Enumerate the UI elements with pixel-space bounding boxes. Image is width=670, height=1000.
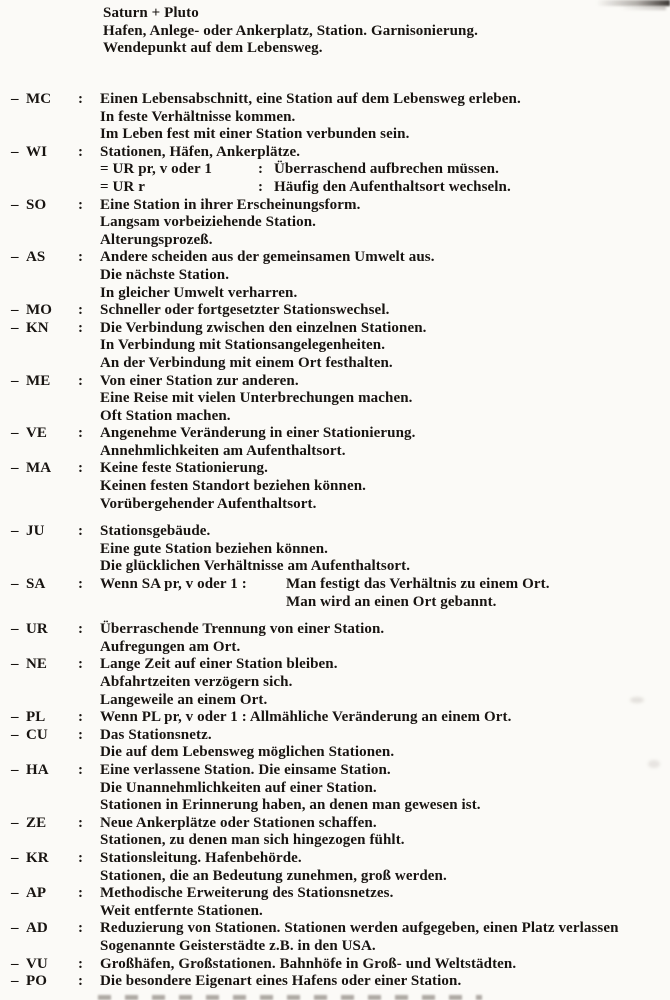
entry-ha: [0, 762, 670, 815]
entry-colon: :: [78, 425, 84, 442]
entry-line: In gleicher Umwelt verharren.: [100, 284, 298, 301]
entry-line: In feste Verhältnisse kommen.: [100, 108, 296, 125]
entry-colon: :: [78, 726, 84, 743]
entry-dash: –: [11, 955, 19, 972]
entry-as: [0, 249, 670, 302]
entry-line: Die glücklichen Verhältnisse am Aufenthaltsort.: [100, 558, 411, 575]
entry-key: KN: [26, 319, 49, 336]
entry-line: Von einer Station zur anderen.: [100, 372, 299, 389]
entry-dash: –: [11, 425, 19, 442]
entry-dash: –: [11, 319, 19, 336]
entry-dash: –: [11, 814, 19, 831]
entry-lines: [100, 425, 670, 460]
condition-colon: :: [258, 178, 264, 195]
entry-dash: –: [11, 91, 19, 107]
entry-line: Abfahrtzeiten verzögern sich.: [100, 674, 293, 690]
entry-line: Aufregungen am Ort.: [100, 638, 241, 655]
entry-line: Methodische Erweiterung des Stationsnetzes.: [100, 885, 394, 902]
entry-line: Stationen, zu denen man sich hingezogen fühlt.: [100, 832, 405, 849]
entry-colon: :: [78, 143, 84, 160]
entry-line: Oft Station machen.: [100, 407, 231, 424]
entry-key: UR: [26, 621, 48, 638]
entry-line: Neue Ankerplätze oder Stationen schaffen.: [100, 814, 377, 831]
entry-line: = UR r : Häufig den Aufenthaltsort wechseln.: [100, 178, 511, 195]
entry-line: Im Leben fest mit einer Station verbunden sein.: [100, 126, 410, 143]
entry-key: PO: [26, 973, 48, 990]
entry-line: Wenn SA pr, v oder 1 : Man festigt das Verhältnis zu einem Ort.: [100, 576, 550, 593]
scan-artifact-speck: [648, 760, 660, 768]
entry-dash: –: [11, 372, 19, 389]
entry-lines: [100, 656, 670, 709]
scan-artifact-bottom-cutoff: [98, 995, 482, 1000]
entry-dash: –: [11, 621, 19, 638]
entry-lines: [100, 956, 670, 974]
entry-ve: [0, 425, 670, 460]
entry-lines: [100, 709, 670, 727]
entry-line: Stationen, Häfen, Ankerplätze.: [100, 143, 301, 160]
entry-lines: [100, 920, 670, 955]
entry-lines: [100, 249, 670, 302]
entry-colon: :: [78, 91, 84, 107]
page-subtitle-2: Wendepunkt auf dem Lebensweg.: [103, 40, 323, 57]
entry-key: CU: [26, 726, 48, 743]
entry-lines: [100, 302, 670, 320]
entry-so: [0, 197, 670, 250]
entry-line: Stationsgebäude.: [100, 523, 211, 540]
entry-lines: [100, 621, 670, 656]
entry-line: Vorübergehender Aufenthaltsort.: [100, 495, 317, 512]
entry-key: MO: [26, 302, 53, 319]
entry-line: Keine feste Stationierung.: [100, 460, 268, 477]
entry-line: Wenn PL pr, v oder 1 : Allmähliche Veränderung an einem Ort.: [100, 709, 512, 726]
entry-colon: :: [78, 814, 84, 831]
entry-line: Das Stationsnetz.: [100, 726, 212, 743]
entry-colon: :: [78, 920, 84, 937]
scan-artifact-corner-2: [620, 6, 666, 10]
entry-dash: –: [11, 460, 19, 477]
entry-line: Eine verlassene Station. Die einsame Station.: [100, 761, 391, 778]
entry-line: Die auf dem Lebensweg möglichen Stationen.: [100, 744, 395, 761]
entry-key: PL: [26, 709, 46, 726]
entry-dash: –: [11, 196, 19, 213]
page-header: [103, 5, 478, 58]
entry-colon: :: [78, 372, 84, 389]
entry-kr: [0, 850, 670, 885]
entry-line: Schneller oder fortgesetzter Stationswechsel.: [100, 302, 390, 319]
entry-lines: [100, 885, 670, 920]
entry-colon: :: [78, 523, 84, 540]
entry-pl: [0, 709, 670, 727]
entry-colon: :: [78, 621, 84, 638]
entry-line: Stationen, die an Bedeutung zunehmen, groß werden.: [100, 867, 447, 884]
entry-colon: :: [78, 973, 84, 990]
entry-dash: –: [11, 849, 19, 866]
entry-line: An der Verbindung mit einem Ort festhalten.: [100, 354, 393, 371]
entry-wi: [0, 144, 670, 197]
entry-line: Überraschende Trennung von einer Station.: [100, 621, 385, 638]
entry-colon: :: [78, 302, 84, 319]
entry-line: Großhäfen, Großstationen. Bahnhöfe in Groß- und Weltstädten.: [100, 955, 517, 972]
entry-mo: [0, 302, 670, 320]
entry-colon: :: [78, 249, 84, 266]
entry-line: Eine gute Station beziehen können.: [100, 540, 329, 557]
entry-dash: –: [11, 761, 19, 778]
entry-lines: [100, 91, 670, 144]
entry-ze: [0, 815, 670, 850]
entry-line: In Verbindung mit Stationsangelegenheiten.: [100, 337, 386, 354]
entry-ma: [0, 460, 670, 513]
entry-key: MA: [26, 460, 52, 477]
entry-line: Angenehme Veränderung in einer Stationierung.: [100, 425, 416, 442]
entry-dash: –: [11, 523, 19, 540]
entry-colon: :: [78, 196, 84, 213]
entry-lines: [100, 197, 670, 250]
scan-artifact-speck: [630, 697, 644, 703]
entry-po: [0, 973, 670, 991]
entry-key: KR: [26, 849, 49, 866]
entry-line: Keinen festen Standort beziehen können.: [100, 478, 366, 495]
entry-dash: –: [11, 973, 19, 990]
entry-ad: [0, 920, 670, 955]
entry-key: JU: [26, 523, 45, 540]
entry-lines: [100, 373, 670, 426]
condition-code: = UR r: [100, 178, 145, 195]
entry-line: Einen Lebensabschnitt, eine Station auf dem Lebensweg erleben.: [100, 91, 521, 107]
entry-colon: :: [78, 761, 84, 778]
entry-line: Weit entfernte Stationen.: [100, 902, 263, 919]
entry-colon: :: [78, 709, 84, 726]
entry-key: AD: [26, 920, 48, 937]
entry-lines: [100, 144, 670, 197]
entry-lines: [100, 320, 670, 373]
entry-lines: [100, 850, 670, 885]
page-title: Saturn + Pluto: [103, 5, 199, 21]
entry-key: VU: [26, 955, 48, 972]
entry-cu: [0, 727, 670, 762]
condition-colon: :: [258, 161, 264, 178]
entry-dash: –: [11, 249, 19, 266]
entry-ap: [0, 885, 670, 920]
entry-lines: [100, 523, 670, 576]
entry-line: Die besondere Eigenart eines Hafens oder einer Station.: [100, 973, 462, 990]
entry-lines: [100, 727, 670, 762]
entry-sa: [0, 576, 670, 611]
entry-key: SO: [26, 196, 47, 213]
entry-line: Stationen in Erinnerung haben, an denen man gewesen ist.: [100, 797, 481, 814]
condition-code: = UR pr, v oder 1: [100, 161, 212, 178]
entry-me: [0, 373, 670, 426]
entry-dash: –: [11, 656, 19, 673]
entry-line: Annehmlichkeiten am Aufenthaltsort.: [100, 442, 346, 459]
entry-line: Man wird an einen Ort gebannt.: [286, 593, 497, 610]
entry-key: AS: [26, 249, 46, 266]
entry-key: WI: [26, 143, 48, 160]
entry-key: ME: [26, 372, 51, 389]
entry-line: Alterungsprozeß.: [100, 231, 213, 248]
entry-key: AP: [26, 885, 47, 902]
entry-dash: –: [11, 576, 19, 593]
entry-key: MC: [26, 91, 52, 107]
entry-line: Eine Reise mit vielen Unterbrechungen machen.: [100, 390, 413, 407]
entry-line: Die Verbindung zwischen den einzelnen Stationen.: [100, 319, 427, 336]
entries-list: [0, 91, 670, 991]
entry-ju: [0, 523, 670, 576]
entry-dash: –: [11, 920, 19, 937]
entry-dash: –: [11, 143, 19, 160]
condition-code: Wenn SA pr, v oder 1 :: [100, 576, 247, 593]
entry-line: Lange Zeit auf einer Station bleiben.: [100, 656, 338, 673]
entry-lines: [100, 762, 670, 815]
entry-colon: :: [78, 319, 84, 336]
entry-colon: :: [78, 955, 84, 972]
entry-line: Stationsleitung. Hafenbehörde.: [100, 849, 302, 866]
entry-colon: :: [78, 656, 84, 673]
entry-colon: :: [78, 460, 84, 477]
entry-line: Die nächste Station.: [100, 266, 230, 283]
entry-lines: [100, 460, 670, 513]
page-subtitle-1: Hafen, Anlege- oder Ankerplatz, Station. Garnisonierung.: [103, 22, 478, 39]
entry-dash: –: [11, 726, 19, 743]
entry-key: HA: [26, 761, 49, 778]
entry-lines: [100, 576, 670, 611]
entry-lines: [100, 815, 670, 850]
entry-line: Die Unannehmlichkeiten auf einer Station.: [100, 779, 377, 796]
entry-line: Andere scheiden aus der gemeinsamen Umwelt aus.: [100, 249, 435, 266]
entry-key: SA: [26, 576, 46, 593]
entry-ne: [0, 656, 670, 709]
entry-key: ZE: [26, 814, 47, 831]
entry-dash: –: [11, 302, 19, 319]
entry-key: NE: [26, 656, 48, 673]
entry-line: Reduzierung von Stationen. Stationen werden aufgegeben, einen Platz verlassen: [100, 920, 619, 937]
entry-colon: :: [78, 849, 84, 866]
entry-line: Langsam vorbeiziehende Station.: [100, 214, 317, 231]
entry-line: = UR pr, v oder 1 : Überraschend aufbrechen müssen.: [100, 161, 499, 178]
entry-ur: [0, 621, 670, 656]
entry-kn: [0, 320, 670, 373]
entry-dash: –: [11, 709, 19, 726]
entry-vu: [0, 956, 670, 974]
entry-dash: –: [11, 885, 19, 902]
entry-key: VE: [26, 425, 48, 442]
entry-colon: :: [78, 576, 84, 593]
entry-line: Sogenannte Geisterstädte z.B. in den USA.: [100, 937, 376, 954]
entry-mc: [0, 91, 670, 144]
entry-line: Eine Station in ihrer Erscheinungsform.: [100, 196, 361, 213]
entry-lines: [100, 973, 670, 991]
entry-line: Langeweile an einem Ort.: [100, 691, 268, 708]
entry-colon: :: [78, 885, 84, 902]
